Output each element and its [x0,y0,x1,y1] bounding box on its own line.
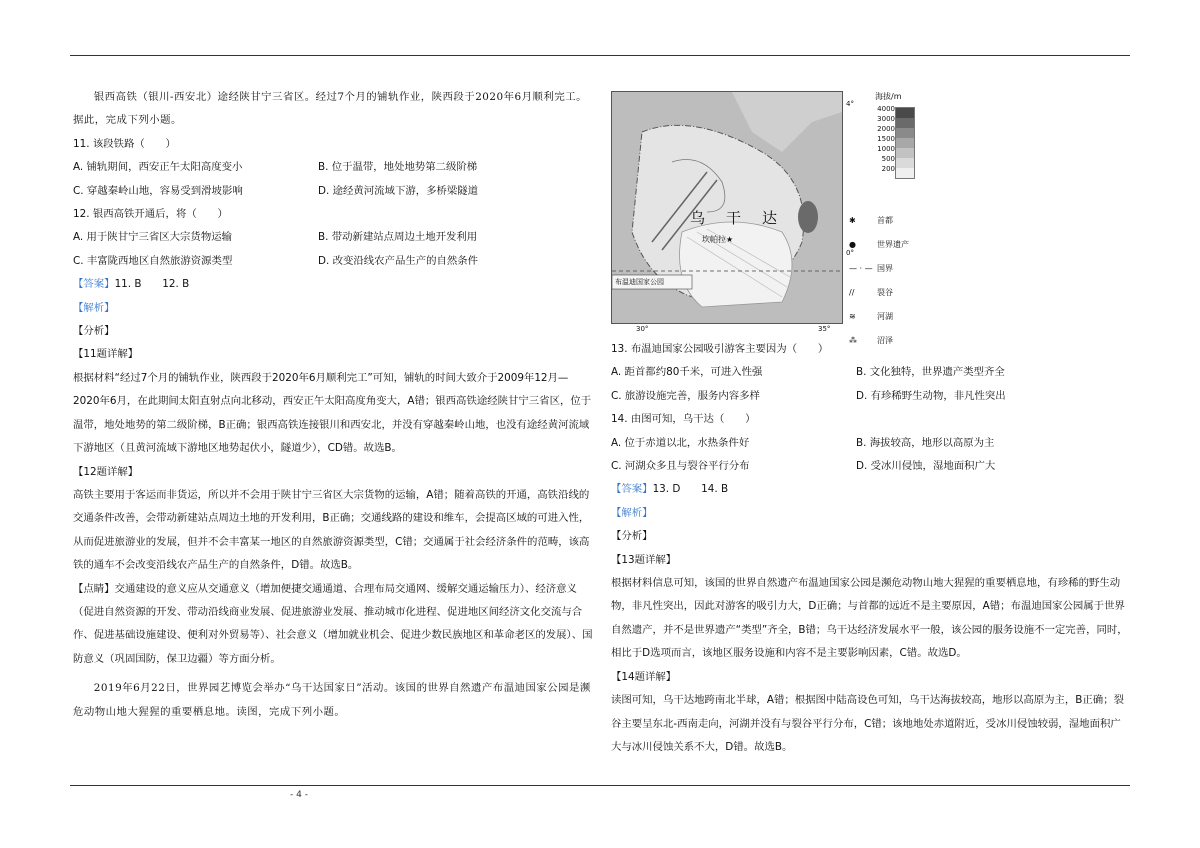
legend-title: 海拔/m [875,92,902,101]
q11-stem: 11. 该段铁路（ ） [73,137,176,150]
q12-options-row2 [73,250,593,273]
legend-item [849,257,909,281]
elevation-label: 1000 [877,145,895,153]
map-country-label: 乌 干 达 [690,209,781,227]
legend-symbol-icon: ⁂ [849,336,857,345]
elevation-swatch [896,148,914,158]
analysis-tag: 【解析】 [73,301,115,314]
intro-paragraph-2: 2019年6月22日，世界园艺博览会举办“乌干达国家日”活动。该国的世界自然遗产布温迪国家公园是濒危动物山地大猩猩的重要栖息地。读图，完成下列小题。 [73,682,591,718]
map-capital-label: 坎帕拉★ [702,235,734,244]
q11-option-a: A. 铺轨期间，西安正午太阳高度变小 [73,161,243,174]
legend-item [849,233,909,257]
detail-11-text: 根据材料“经过7个月的铺轨作业，陕西段于2020年6月顺利完工”可知，铺轨的时间大致介于2009年12月—2020年6月，在此期间太阳直射点向北移动，西安正午太阳高度角变大，A错；银西高铁途经陕甘宁三省区，位于温带，地处地势的第二级阶梯，B正确；银西高铁连接银川和西安北，并没有穿越秦岭山地，也没有途经黄河流域下游地区（且黄河流域下游地区地势起伏小，隧道少），CD错。故选B。 [73,371,592,455]
q11-options-row1 [73,156,593,179]
q13-option-b: B. 文化独特，世界遗产类型齐全 [856,366,1005,379]
dianjing-text: 交通建设的意义应从交通意义（增加便捷交通通道、合理布局交通网、缓解交通运输压力）、经济意义（促进自然资源的开发、带动沿线商业发展、促进旅游业发展、推动城市化进程、促进地区间经济文化交流与合作、促进基础设施建设、便利对外贸易等）、社会意义（增加就业机会、促进少数民族地区和革命老区的发展）、国防意义（巩固国防，保卫边疆）等方面分析。 [73,582,593,665]
legend-symbol-icon: — · — [849,264,873,273]
lon-label-left: 30° [636,325,649,333]
elevation-labels [873,104,895,174]
left-column [73,86,593,724]
q13-option-c: C. 旅游设施完善，服务内容多样 [611,389,760,402]
detail-13-title: 【13题详解】 [611,553,677,566]
dianjing-tag: 【点睛】 [73,582,115,595]
elevation-swatch [896,108,914,118]
fenxi-tag-right: 【分析】 [611,530,653,543]
legend-label: 世界遗产 [877,240,909,249]
q14-options-row1 [611,432,1131,455]
q12-option-a: A. 用于陕甘宁三省区大宗货物运输 [73,231,232,244]
legend-item [849,305,909,329]
q13-options-row1 [611,361,1131,384]
map-park-label: 布温迪国家公园 [615,278,664,286]
detail-11-title: 【11题详解】 [73,348,139,361]
elevation-label: 500 [881,155,895,163]
q11-option-d: D. 途经黄河流域下游，多桥梁隧道 [318,184,479,197]
q12-option-d: D. 改变沿线农产品生产的自然条件 [318,254,479,267]
legend-item [849,209,909,233]
q13-option-d: D. 有珍稀野生动物，非凡性突出 [856,389,1006,402]
legend-symbol-icon: ● [849,240,856,249]
q13-option-a: A. 距首都约80千米，可进入性强 [611,366,763,379]
elevation-swatch [896,168,914,178]
legend-label: 河湖 [877,312,893,321]
fenxi-tag: 【分析】 [73,325,115,338]
elevation-label: 3000 [877,115,895,123]
elevation-label: 200 [881,165,895,173]
legend-symbol-icon: ✱ [849,216,856,225]
lat-label-top: 4° [846,100,854,108]
bottom-rule [70,785,1130,786]
analysis-tag-right: 【解析】 [611,506,653,519]
dianjing-paragraph [73,578,593,672]
intro-paragraph-1: 银西高铁（银川-西安北）途经陕甘宁三省区。经过7个月的铺轨作业，陕西段于2020年6月顺利完工。据此，完成下列小题。 [73,91,587,127]
uganda-map [611,91,843,324]
q12-options-row1 [73,226,593,249]
top-rule [70,55,1130,56]
q14-option-a: A. 位于赤道以北，水热条件好 [611,436,750,449]
detail-12-title: 【12题详解】 [73,465,139,478]
elevation-swatch [896,138,914,148]
detail-14-text: 读图可知，乌干达地跨南北半球，A错；根据图中陆高设色可知，乌干达海拔较高，地形以高原为主，B正确；裂谷主要呈东北-西南走向，河湖并没有与裂谷平行分布，C错；该地地处赤道附近，受冰川侵蚀较弱，湿地面积广大与冰川侵蚀关系不大，D错。故选B。 [611,694,1124,753]
q14-stem: 14. 由图可知，乌干达（ ） [611,413,756,426]
answer-tag-right: 【答案】 [611,483,653,496]
q14-option-b: B. 海拔较高，地形以高原为主 [856,436,995,449]
detail-13-text: 根据材料信息可知，该国的世界自然遗产布温迪国家公园是濒危动物山地大猩猩的重要栖息地，有珍稀的野生动物，非凡性突出，因此对游客的吸引力大，D正确；与首都的远近不是主要原因，A错；布温迪国家公园属于世界自然遗产，并不是世界遗产“类型”齐全，B错；乌干达经济发展水平一般，该公园的服务设施不一定完善，同时，相比于D选项而言，该地区服务设施和内容不是主要影响因素，C错。故选D。 [611,577,1128,660]
elevation-label: 4000 [877,105,895,113]
q11-options-row2 [73,180,593,203]
legend-items [849,209,909,353]
map-legend [845,91,945,345]
legend-label: 裂谷 [877,288,893,297]
q14-option-d: D. 受冰川侵蚀，湿地面积广大 [856,460,996,473]
answer-line [73,273,593,296]
legend-item [849,281,909,305]
legend-label: 沼泽 [877,336,893,345]
elevation-swatch [896,158,914,168]
answer-text-right: 13. D 14. B [652,483,729,496]
q12-option-b: B. 带动新建站点周边土地开发利用 [318,231,478,244]
answer-tag: 【答案】 [73,278,115,291]
page-number: - 4 - [290,790,308,800]
right-column [611,338,1131,759]
q13-options-row2 [611,385,1131,408]
q12-option-c: C. 丰富陇西地区自然旅游资源类型 [73,254,233,267]
elevation-label: 1500 [877,135,895,143]
lat-label-mid: 0° [846,249,854,257]
elevation-bar [895,107,915,179]
q14-option-c: C. 河湖众多且与裂谷平行分布 [611,460,750,473]
detail-14-title: 【14题详解】 [611,670,677,683]
lon-label-right: 35° [818,325,831,333]
legend-label: 首都 [877,216,893,225]
q11-option-c: C. 穿越秦岭山地，容易受到滑坡影响 [73,184,243,197]
elevation-label: 2000 [877,125,895,133]
legend-symbol-icon: ≋ [849,312,856,321]
elevation-swatch [896,118,914,128]
legend-label: 国界 [877,264,893,273]
q14-options-row2 [611,455,1131,478]
q12-stem: 12. 银西高铁开通后，将（ ） [73,208,228,221]
elevation-swatch [896,128,914,138]
q13-stem: 13. 布温迪国家公园吸引游客主要因为（ ） [611,343,829,355]
q11-option-b: B. 位于温带，地处地势第二级阶梯 [318,161,478,174]
answer-line-right [611,478,1131,501]
detail-12-text: 高铁主要用于客运而非货运，所以并不会用于陕甘宁三省区大宗货物的运输，A错；随着高铁的开通，高铁沿线的交通条件改善，会带动新建站点周边土地的开发利用，B正确；交通线路的建设和维车，会提高区域的可进入性，从而促进旅游业的发展，但并不会丰富某一地区的自然旅游资源类型，C错；交通属于社会经济条件的范畴，该高铁的通车不会改变沿线农产品生产的自然条件，D错。故选B。 [73,488,590,572]
answer-text: 11. B 12. B [114,278,190,291]
legend-symbol-icon: // [849,288,855,297]
